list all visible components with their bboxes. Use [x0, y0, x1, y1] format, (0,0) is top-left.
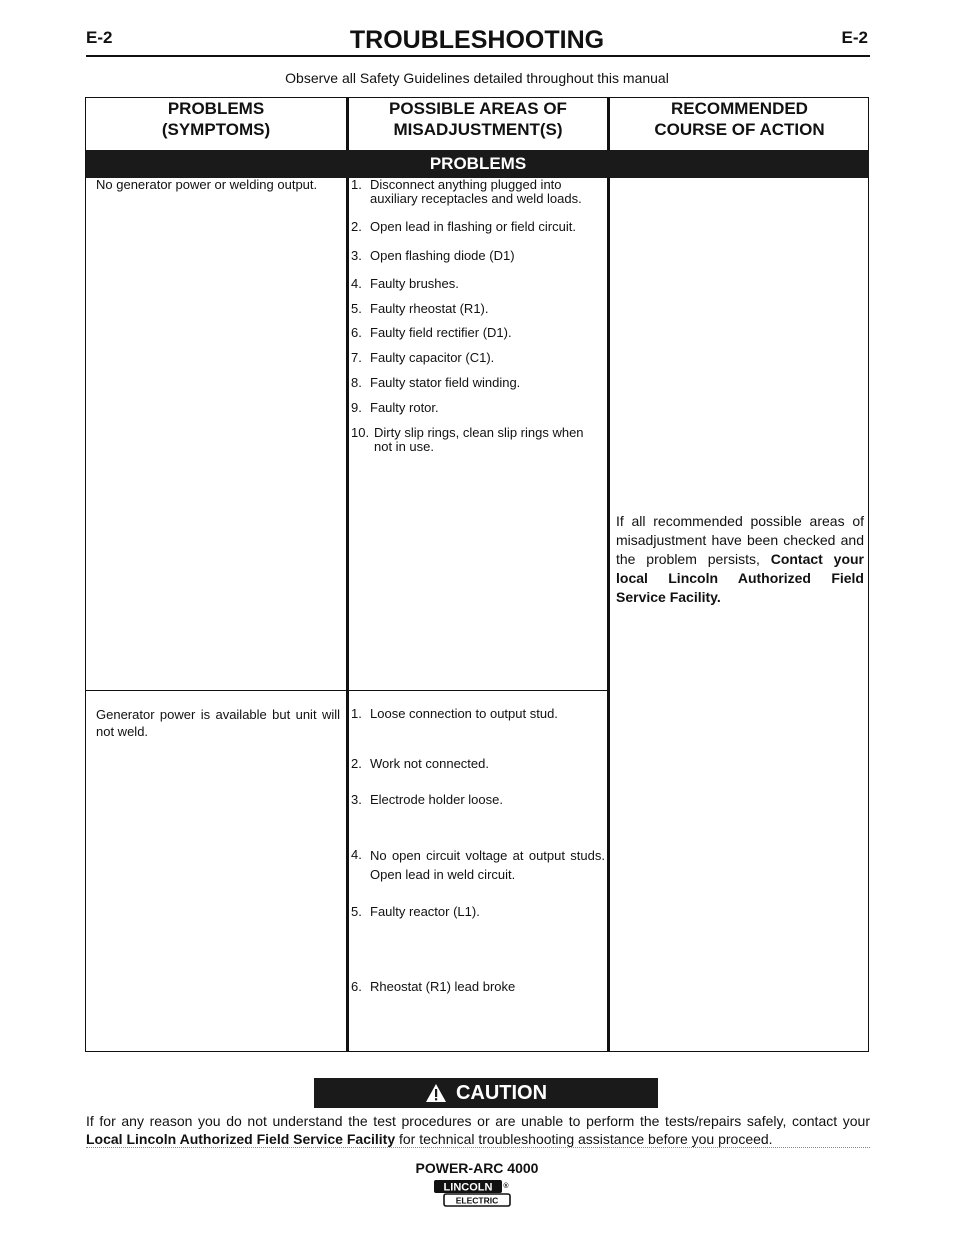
cause-number: 3. [351, 792, 362, 807]
cause-text: Rheostat (R1) lead broke [370, 979, 516, 994]
column-header-recommended-action [610, 98, 869, 150]
warning-triangle-icon [425, 1083, 447, 1103]
cause-number: 10. [351, 425, 370, 440]
cause-number: 4. [351, 276, 362, 291]
cause-item [351, 178, 605, 206]
cause-text: Faulty stator field winding. [370, 375, 521, 390]
cause-text: Faulty field rectifier (D1). [370, 325, 512, 340]
column-header-possible-areas [349, 98, 607, 150]
cause-item [351, 905, 605, 919]
page-code-left: E-2 [86, 28, 113, 47]
cause-text: Open lead in flashing or field circuit. [370, 219, 576, 234]
cause-text: Faulty reactor (L1). [370, 904, 480, 919]
cause-item [351, 277, 605, 291]
cause-item [351, 302, 605, 316]
column-divider [346, 98, 349, 1051]
column-header-line: POSSIBLE AREAS OF [389, 99, 567, 118]
troubleshooting-table [85, 97, 869, 1052]
column-header-line: MISADJUSTMENT(S) [393, 120, 563, 139]
svg-text:LINCOLN: LINCOLN [443, 1181, 493, 1194]
caution-text-after: for technical troubleshooting assistance before you proceed. [399, 1131, 773, 1147]
cause-item [351, 220, 605, 234]
cause-text: Faulty rotor. [370, 400, 439, 415]
cause-item [351, 793, 605, 807]
cause-text: Faulty brushes. [370, 276, 459, 291]
recommended-action-contact: Contact your local Lincoln Authorized Field Service Facility. [616, 551, 864, 605]
cause-item [351, 707, 605, 721]
cause-number: 1. [351, 177, 362, 192]
column-header-line: PROBLEMS [167, 99, 265, 118]
safety-note: Observe all Safety Guidelines detailed throughout this manual [285, 70, 669, 86]
problems-band-label: PROBLEMS [429, 154, 527, 173]
cause-item [351, 401, 605, 415]
caution-text-bold: Local Lincoln Authorized Field Service Facility [86, 1131, 396, 1147]
caution-text-before: If for any reason you do not understand the test procedures or are unable to perform the tests/repairs safely, contact your [86, 1113, 870, 1129]
model-name: POWER-ARC 4000 [415, 1160, 539, 1176]
caution-label: CAUTION [455, 1081, 548, 1104]
cause-number: 7. [351, 350, 362, 365]
cause-item [351, 426, 605, 454]
cause-number: 3. [351, 248, 362, 263]
recommended-action [616, 512, 864, 607]
cause-item [351, 249, 605, 263]
cause-number: 5. [351, 301, 362, 316]
cause-text: Electrode holder loose. [370, 792, 503, 807]
cause-number: 4. [351, 847, 362, 862]
recommended-action-text: If all recommended possible areas of misadjustment have been checked and the problem persists, [616, 513, 864, 567]
cause-item [351, 980, 605, 994]
column-divider [607, 98, 610, 1051]
cause-number: 6. [351, 325, 362, 340]
cause-number: 9. [351, 400, 362, 415]
symptom-text: No generator power or welding output. [96, 177, 318, 192]
cause-number: 1. [351, 706, 362, 721]
page-title: TROUBLESHOOTING [349, 26, 605, 54]
cause-text: Faulty rheostat (R1). [370, 301, 489, 316]
header-rule [86, 55, 870, 57]
column-header-line: (SYMPTOMS) [161, 120, 271, 139]
row-divider [86, 690, 607, 691]
symptom-text: Generator power is available but unit will not weld. [96, 707, 340, 739]
cause-item [351, 326, 605, 340]
column-header-problems [86, 98, 346, 150]
lincoln-electric-logo [433, 1179, 511, 1207]
cause-number: 8. [351, 375, 362, 390]
cause-text: Loose connection to output stud. [370, 706, 558, 721]
cause-text: Faulty capacitor (C1). [370, 350, 495, 365]
column-header-line: COURSE OF ACTION [654, 120, 825, 139]
cause-item [351, 846, 605, 884]
cause-item [351, 351, 605, 365]
cause-text: No open circuit voltage at output studs. Open lead in weld circuit. [370, 848, 605, 882]
cause-text: Disconnect anything plugged into auxiliary receptacles and weld loads. [370, 177, 582, 206]
caution-text [86, 1112, 870, 1148]
svg-text:®: ® [503, 1183, 509, 1190]
column-header-line: RECOMMENDED [671, 99, 808, 118]
page-code-right: E-2 [841, 28, 868, 47]
problems-band [86, 150, 869, 178]
caution-banner [314, 1078, 658, 1108]
cause-item [351, 757, 605, 771]
cause-number: 2. [351, 756, 362, 771]
cause-text: Open flashing diode (D1) [370, 248, 515, 263]
svg-text:ELECTRIC: ELECTRIC [455, 1195, 499, 1206]
cause-item [351, 376, 605, 390]
cause-text: Work not connected. [370, 756, 489, 771]
footer-rule [86, 1147, 870, 1148]
cause-number: 2. [351, 219, 362, 234]
cause-text: Dirty slip rings, clean slip rings when not in use. [374, 425, 584, 454]
cause-number: 5. [351, 904, 362, 919]
cause-number: 6. [351, 979, 362, 994]
